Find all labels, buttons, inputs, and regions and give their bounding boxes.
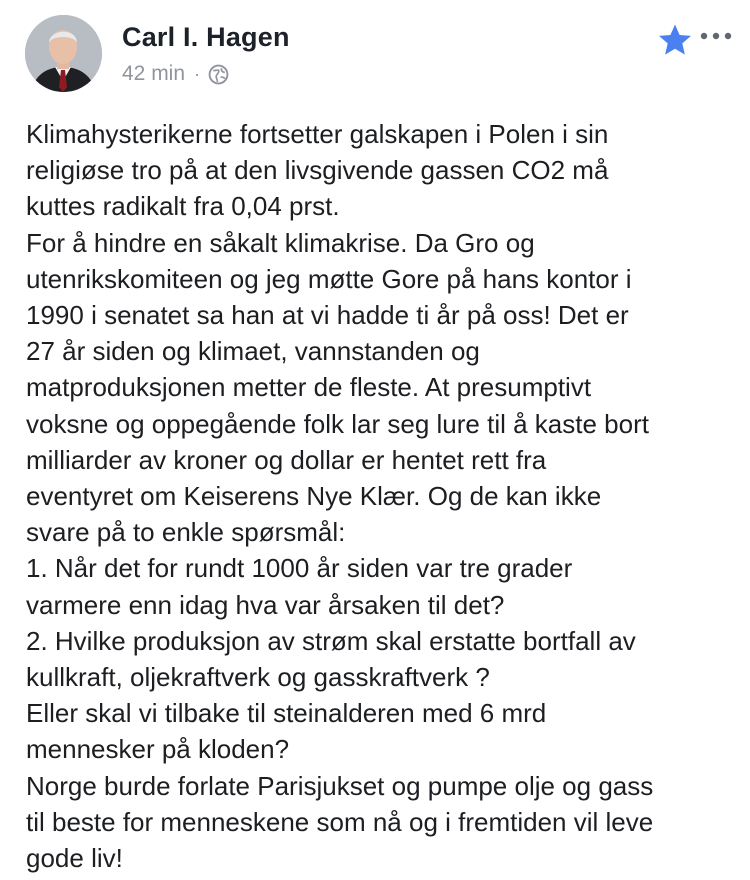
- post-text-line: svare på to enkle spørsmål:: [26, 517, 346, 548]
- post-text-line: til beste for menneskene som nå og i fremtiden vil leve: [26, 806, 654, 837]
- post-text-line: 1990 i senatet sa han at vi hadde ti år på oss! Det er: [26, 300, 629, 331]
- post-text-line: varmere enn idag hva var årsaken til det?: [26, 589, 505, 620]
- post-text-line: milliarder av kroner og dollar er hentet rett fra: [26, 444, 547, 475]
- post-text-line: Klimahysterikerne fortsetter galskapen i Polen i sin: [26, 119, 609, 149]
- post-text: [26, 116, 736, 876]
- author-avatar[interactable]: [25, 15, 102, 92]
- more-options-icon[interactable]: [699, 29, 733, 43]
- post-text-line: 2. Hvilke produksjon av strøm skal erstatte bortfall av: [26, 625, 636, 656]
- meta-separator: ·: [194, 63, 201, 84]
- post-timestamp[interactable]: 42 min: [122, 62, 186, 85]
- post-text-line: 27 år siden og klimaet, vannstanden og: [26, 336, 480, 367]
- post-text-line: For å hindre en såkalt klimakrise. Da Gro og: [26, 227, 535, 258]
- post-text-line: eventyret om Keiserens Nye Klær. Og de kan ikke: [26, 481, 602, 512]
- post-text-line: utenrikskomiteen og jeg møtte Gore på hans kontor i: [26, 263, 632, 294]
- post-text-line: kuttes radikalt fra 0,04 prst.: [26, 191, 340, 222]
- post-text-line: religiøse tro på at den livsgivende gassen CO2 må: [26, 155, 609, 186]
- post-text-line: Norge burde forlate Parisjukset og pumpe olje og gass: [26, 770, 654, 801]
- post-meta: [122, 62, 229, 86]
- post-text-line: gode liv!: [26, 843, 123, 874]
- author-name[interactable]: Carl I. Hagen: [122, 22, 290, 52]
- post-text-line: voksne og oppegående folk lar seg lure til å kaste bort: [26, 408, 649, 439]
- star-icon[interactable]: [657, 23, 693, 57]
- post-text-line: matproduksjonen metter de fleste. At presumptivt: [26, 372, 592, 403]
- post-text-line: kullkraft, oljekraftverk og gasskraftverk ?: [26, 662, 490, 693]
- globe-icon: [208, 64, 229, 85]
- post-text-line: Eller skal vi tilbake til steinalderen med 6 mrd: [26, 698, 547, 729]
- post-text-line: mennesker på kloden?: [26, 734, 290, 765]
- avatar-portrait: [25, 15, 102, 92]
- post-header: [0, 0, 750, 110]
- post-text-line: 1. Når det for rundt 1000 år siden var tre grader: [26, 553, 573, 584]
